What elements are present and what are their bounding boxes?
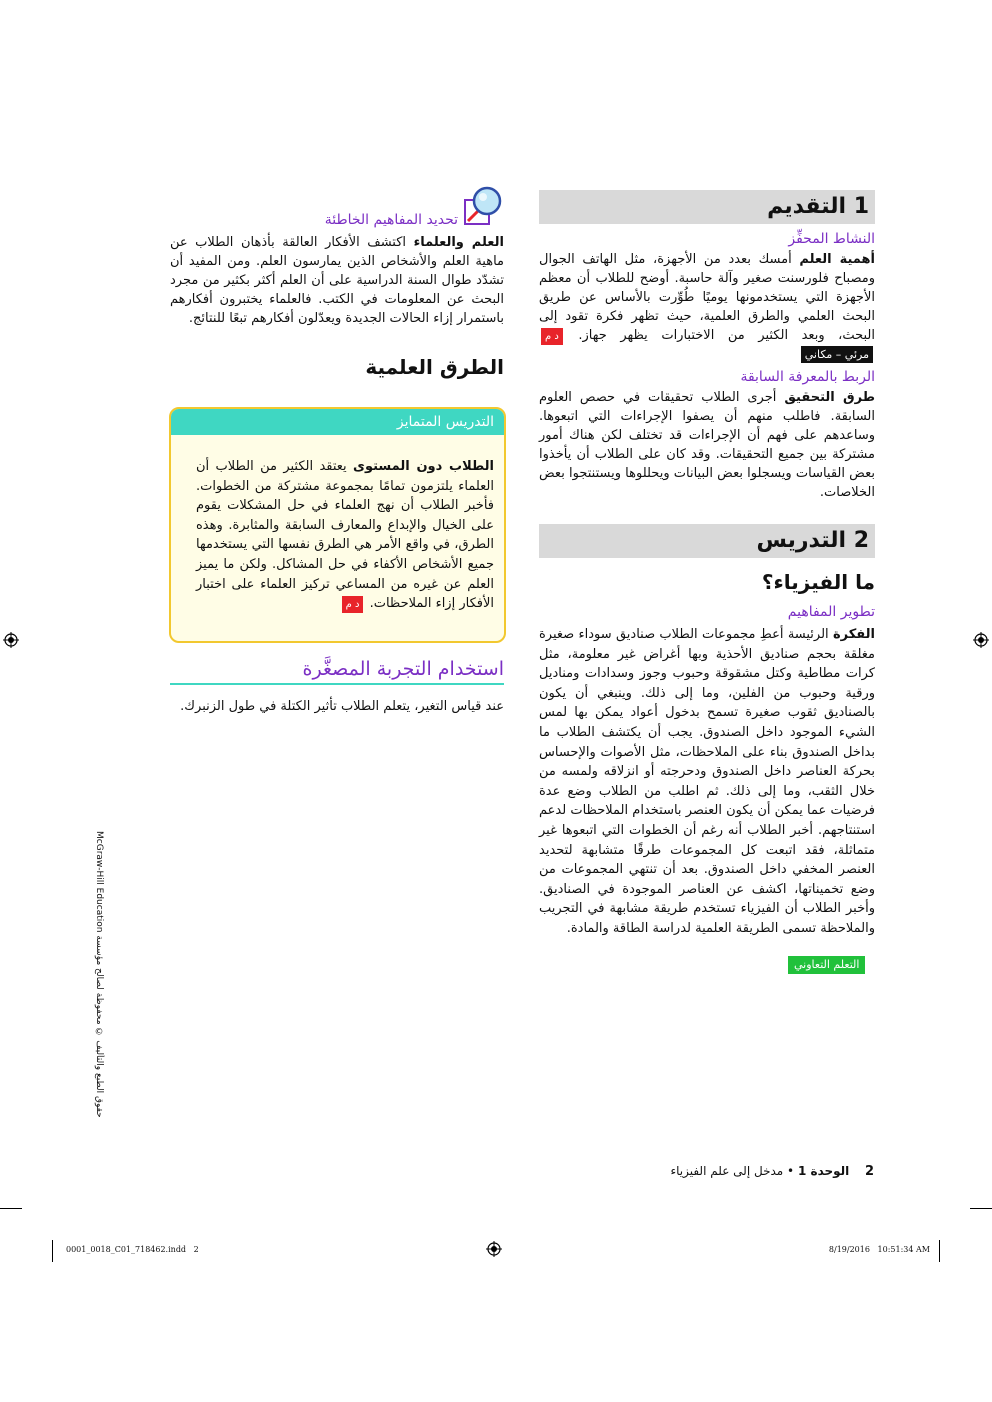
- differentiated-header: [171, 409, 504, 435]
- crop-mark: [939, 1240, 940, 1262]
- footer-bullet: •: [787, 1164, 795, 1178]
- prior-knowledge-heading: الربط بالمعرفة السابقة: [740, 369, 875, 385]
- magnifier-icon: [464, 186, 504, 226]
- differentiated-paragraph: [196, 457, 494, 614]
- footer-page-number: 2: [864, 1164, 874, 1179]
- section2-bar: [539, 524, 875, 558]
- crop-mark: [0, 1208, 22, 1209]
- slug-date: 8/19/2016 10:51:34 AM: [828, 1245, 930, 1254]
- misconceptions-heading: تحديد المفاهيم الخاطئة: [324, 212, 458, 228]
- differentiated-heading: التدريس المتمايز: [396, 414, 494, 430]
- activity-lead: أهمية العلم: [799, 252, 875, 267]
- misconceptions-lead: العلم والعلماء: [413, 235, 504, 250]
- prior-knowledge-paragraph: [539, 388, 875, 502]
- registration-mark-icon: [973, 632, 989, 648]
- prior-lead: طرق التحقيق: [784, 390, 875, 405]
- concepts-body: الرئيسة أعطِ مجموعات الطلاب صناديق سوداء صغيرة مغلقة بحجم صناديق الأحذية وبها أغراض غير معلومة، مثل كرات مطاطية وكتل مشقوقة وحبوب وجوز وسدادات ومناديل ورقية وحبوب من الفلين، وما إلى ذلك. وينبغي أن يكون بالصناديق ثقوب صغيرة تسمح بدخول أعواد يمكن بها لمس الشيء الموجود داخل الصندوق. يجب أن يكتشف الطلاب ما بداخل الصندوق بناء على الملاحظات، مثل الأصوات والإحساس بحركة العناصر داخل الصندوق ودحرجته أو انزلاقه ولمسه من خلال الثقب، وما إلى ذلك. ثم اطلب من الطلاب وضع عدة فرضيات عما يمكن أن يكون العنصر باستخدام الملاحظات لدعم استنتاجهم. أخبر الطلاب أنه رغم أن الخطوات التي اتبعوها غير متماثلة، فقد اتبعت كل المجموعات طرقًا متشابهة لتحديد العنصر المخفي داخل الصندوق. بعد أن تنتهي المجموعات من وضع تخميناتها، اكشف عن العناصر الموجودة في الصناديق. وأخبر الطلاب أن الفيزياء تستخدم طريقة مشابهة في التجريب والملاحظة تسمى الطريقة العلمية لدراسة الطاقة والمادة.: [539, 627, 875, 936]
- footer-unit-title: مدخل إلى علم الفيزياء: [670, 1164, 784, 1178]
- mini-lab-paragraph: عند قياس التغير، يتعلم الطلاب تأثير الكتلة في طول الزنبرك.: [180, 699, 504, 714]
- misconceptions-paragraph: [170, 233, 504, 328]
- section1-bar: [539, 190, 875, 224]
- section2-number: 2: [853, 528, 869, 553]
- side-copyright: حقوق الطبع والتأليف © محفوظة لصالح مؤسسة McGraw-Hill Education: [94, 831, 104, 1118]
- activity-heading: النشاط المحفِّز: [788, 231, 875, 247]
- slug-file: 0001_0018_C01_718462.indd 2: [66, 1245, 199, 1254]
- mini-lab-heading: استخدام التجربة المصغَّرة: [302, 658, 504, 680]
- differentiated-dm-tag: د م: [342, 596, 364, 613]
- footer-unit-label: الوحدة 1: [797, 1164, 850, 1178]
- visual-spatial-tag: مرئي – مكاني: [801, 346, 873, 363]
- section1-number: 1: [853, 194, 869, 219]
- concepts-heading: تطوير المفاهيم: [787, 604, 875, 620]
- section2-title: [757, 524, 870, 558]
- crop-mark: [52, 1240, 53, 1262]
- section2-title-text: التدريس: [756, 528, 847, 553]
- misconceptions-body: اكتشف الأفكار العالقة بأذهان الطلاب عن ماهية العلم والأشخاص الذين يمارسون العلم. ومن المفيد أن تشدّد طوال السنة الدراسية على أن العلم أكثر بكثير من مجرد البحث عن المعلومات في الكتب. فالعلماء يختبرون أفكارهم باستمرار إزاء الحالات الجديدة ويعدّلون أفكارهم تبعًا للنتائج.: [170, 235, 504, 326]
- footer: [670, 1162, 874, 1181]
- section1-title: [767, 190, 869, 224]
- prior-body: أجرى الطلاب تحقيقات في حصص العلوم السابقة. فاطلب منهم أن يصفوا الإجراءات التي اتبعوها. وساعدهم على فهم أن الإجراءات قد تختلف لكن هناك أمور مشتركة بين جميع التحقيقات. وقد كان على الطلاب أن يأخذوا بعض القياسات ويسجلوا بعض البيانات ويحللوها ويستنتجوا بعض الخلاصات.: [539, 390, 875, 500]
- differentiated-lead: الطلاب دون المستوى: [353, 459, 494, 474]
- registration-mark-icon: [3, 632, 19, 648]
- crop-mark: [970, 1208, 992, 1209]
- section1-title-text: التقديم: [767, 194, 847, 219]
- differentiated-body: يعتقد الكثير من الطلاب أن العلماء يلتزمون تمامًا بمجموعة مشتركة من الخطوات. فأخبر الطلاب أن نهج العلماء في حل المشكلات يقوم على الخيال والإبداع والمعارف السابقة والمثابرة. وهذه الطرق، في واقع الأمر هي الطرق نفسها التي يستخدمها جميع الأشخاص الأكفاء في حل المشاكل. ولكن ما يميز العلم عن غيره من المساعي تركيز العلماء على اختبار الأفكار إزاء الملاحظات.: [196, 459, 494, 612]
- differentiated-box: [169, 407, 506, 643]
- scientific-methods-title: الطرق العلمية: [365, 355, 504, 379]
- dm-tag: د م: [541, 328, 563, 345]
- registration-mark-icon: [486, 1241, 502, 1257]
- concepts-lead: الفكرة: [832, 627, 875, 642]
- question-heading: ما الفيزياء؟: [761, 570, 875, 594]
- concepts-paragraph: [539, 625, 875, 939]
- activity-paragraph: [539, 250, 875, 364]
- activity-body: أمسك بعدد من الأجهزة، مثل الهاتف الجوال ومصباح فلورسنت صغير وآلة حاسبة. أوضح للطلاب أن معظم الأجهزة التي يستخدمونها يوميًا طُوِّرت بالأساس عن طريق البحث العلمي والطرق العلمية، حيث تظهر فكرة تقود إلى البحث، وبعد الكثير من الاختبارات يظهر جهاز.: [539, 252, 876, 343]
- mini-lab-rule: [170, 683, 504, 685]
- cooperative-learning-tag: التعلم التعاوني: [788, 956, 865, 974]
